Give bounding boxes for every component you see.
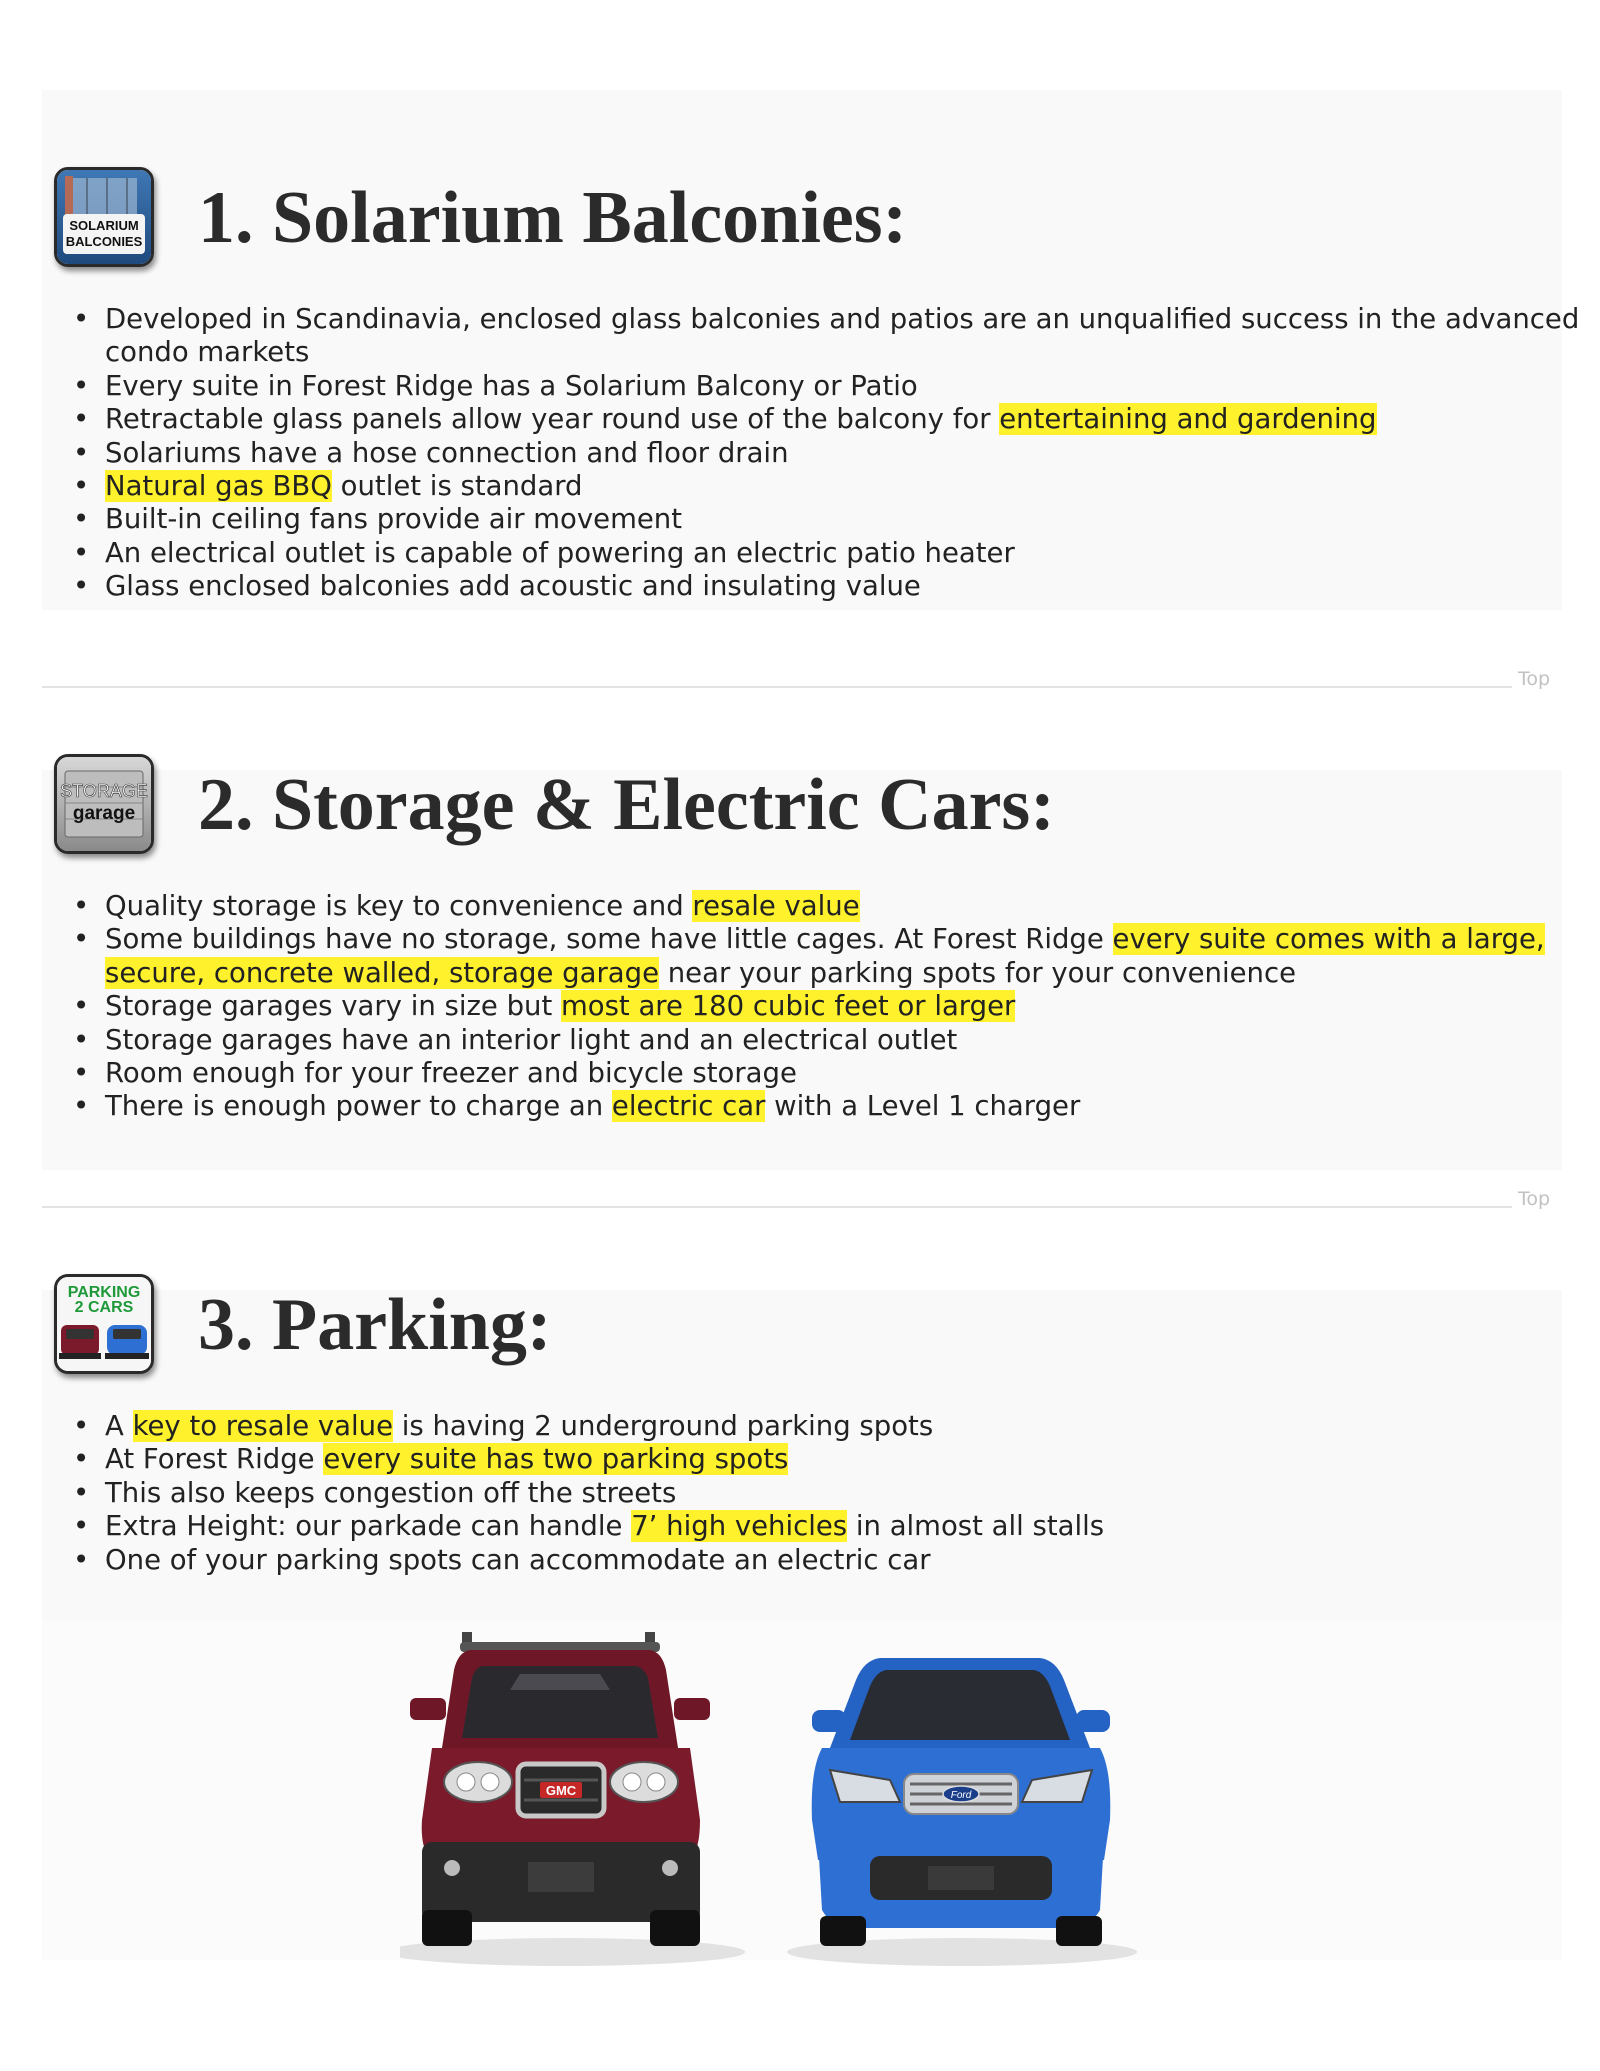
bullet-text: Solariums have a hose connection and floor drain [105,436,789,469]
car-badge: Ford [950,1790,972,1801]
bullet-item [105,1544,1585,1577]
highlighted-text: Natural gas BBQ [105,470,332,503]
bullet-text: Storage garages have an interior light and an electrical outlet [105,1023,958,1056]
suv-car-icon [410,1632,710,1946]
car-badge: GMC [545,1783,577,1798]
badge-line: SOLARIUM [69,218,139,233]
bullet-item [105,437,1585,470]
highlighted-text: every suite has two parking spots [323,1443,789,1476]
bullet-text: with a Level 1 charger [765,1090,1081,1123]
bullet-text: At Forest Ridge [105,1443,324,1476]
section-title: 1. Solarium Balconies: [198,177,908,259]
bullet-text: near your parking spots for your convenience [659,956,1296,989]
bullet-list [42,303,1585,604]
bullet-list [42,1410,1585,1577]
bullet-item [105,537,1585,570]
highlighted-text: resale value [692,890,860,922]
bullet-text: Some buildings have no storage, some have little cages. At Forest Ridge [105,923,1113,956]
bullet-text: An electrical outlet is capable of powering an electric patio heater [105,536,1015,569]
bullet-item [105,890,1585,923]
highlighted-text: 7’ high vehicles [631,1510,848,1543]
bullet-item [105,1477,1585,1510]
bullet-item [105,570,1585,603]
highlighted-text: key to resale value [132,1410,394,1442]
section-title: 2. Storage & Electric Cars: [198,764,1055,846]
bullet-item [105,1510,1585,1543]
divider [42,1206,1512,1208]
bullet-item [105,470,1585,503]
section-title: 3. Parking: [198,1284,552,1366]
badge-line: garage [72,803,136,824]
bullet-text: Built-in ceiling fans provide air movement [105,503,682,536]
bullet-text: This also keeps congestion off the streets [105,1476,677,1509]
highlighted-text: entertaining and gardening [999,403,1377,436]
badge-line: PARKING [67,1284,141,1301]
storage-garage-icon [54,754,154,854]
solarium-balconies-icon [54,167,154,267]
top-link[interactable]: Top [1518,1188,1551,1210]
bullet-text: There is enough power to charge an [105,1090,612,1123]
highlighted-text: every suite comes with a large, secure, concrete walled, storage garage [105,923,1545,989]
bullet-item [105,1057,1585,1090]
bullet-item [105,1443,1585,1476]
bullet-text: Every suite in Forest Ridge has a Solarium Balcony or Patio [105,369,918,402]
bullet-item [105,923,1585,990]
bullet-item [105,1024,1585,1057]
bullet-text: in almost all stalls [847,1510,1105,1543]
sedan-car-icon [812,1658,1111,1946]
divider [42,686,1512,688]
badge-line: STORAGE [60,781,148,801]
badge-line: 2 CARS [74,1299,134,1316]
bullet-text: A [105,1410,133,1442]
cars-illustration [400,1630,1200,1970]
bullet-text: Glass enclosed balconies add acoustic and insulating value [105,570,921,603]
parking-two-cars-icon [54,1274,154,1374]
section-header [48,1270,1548,1380]
bullet-list [42,890,1585,1124]
highlighted-text: most are 180 cubic feet or larger [560,990,1016,1023]
bullet-text: Extra Height: our parkade can handle [105,1510,632,1543]
badge-line: BALCONIES [65,234,143,249]
bullet-text: Room enough for your freezer and bicycle storage [105,1057,797,1090]
section-header [48,750,1548,860]
bullet-text: Quality storage is key to convenience and [105,890,693,922]
section-header [48,163,1548,273]
bullet-text: Storage garages vary in size but [105,990,561,1023]
bullet-item [105,990,1585,1023]
bullet-item [105,403,1585,436]
bullet-text: One of your parking spots can accommodate an electric car [105,1543,931,1576]
bullet-item [105,1090,1585,1123]
bullet-text: outlet is standard [331,470,583,503]
bullet-item [105,503,1585,536]
top-link[interactable]: Top [1518,668,1551,690]
bullet-text: Retractable glass panels allow year round use of the balcony for [105,403,1000,436]
bullet-item [105,1410,1585,1443]
bullet-item [105,303,1585,370]
highlighted-text: electric car [611,1090,766,1123]
bullet-text: is having 2 underground parking spots [393,1410,934,1442]
bullet-text: Developed in Scandinavia, enclosed glass balconies and patios are an unqualified success in the advanced condo markets [105,303,1580,369]
bullet-item [105,370,1585,403]
